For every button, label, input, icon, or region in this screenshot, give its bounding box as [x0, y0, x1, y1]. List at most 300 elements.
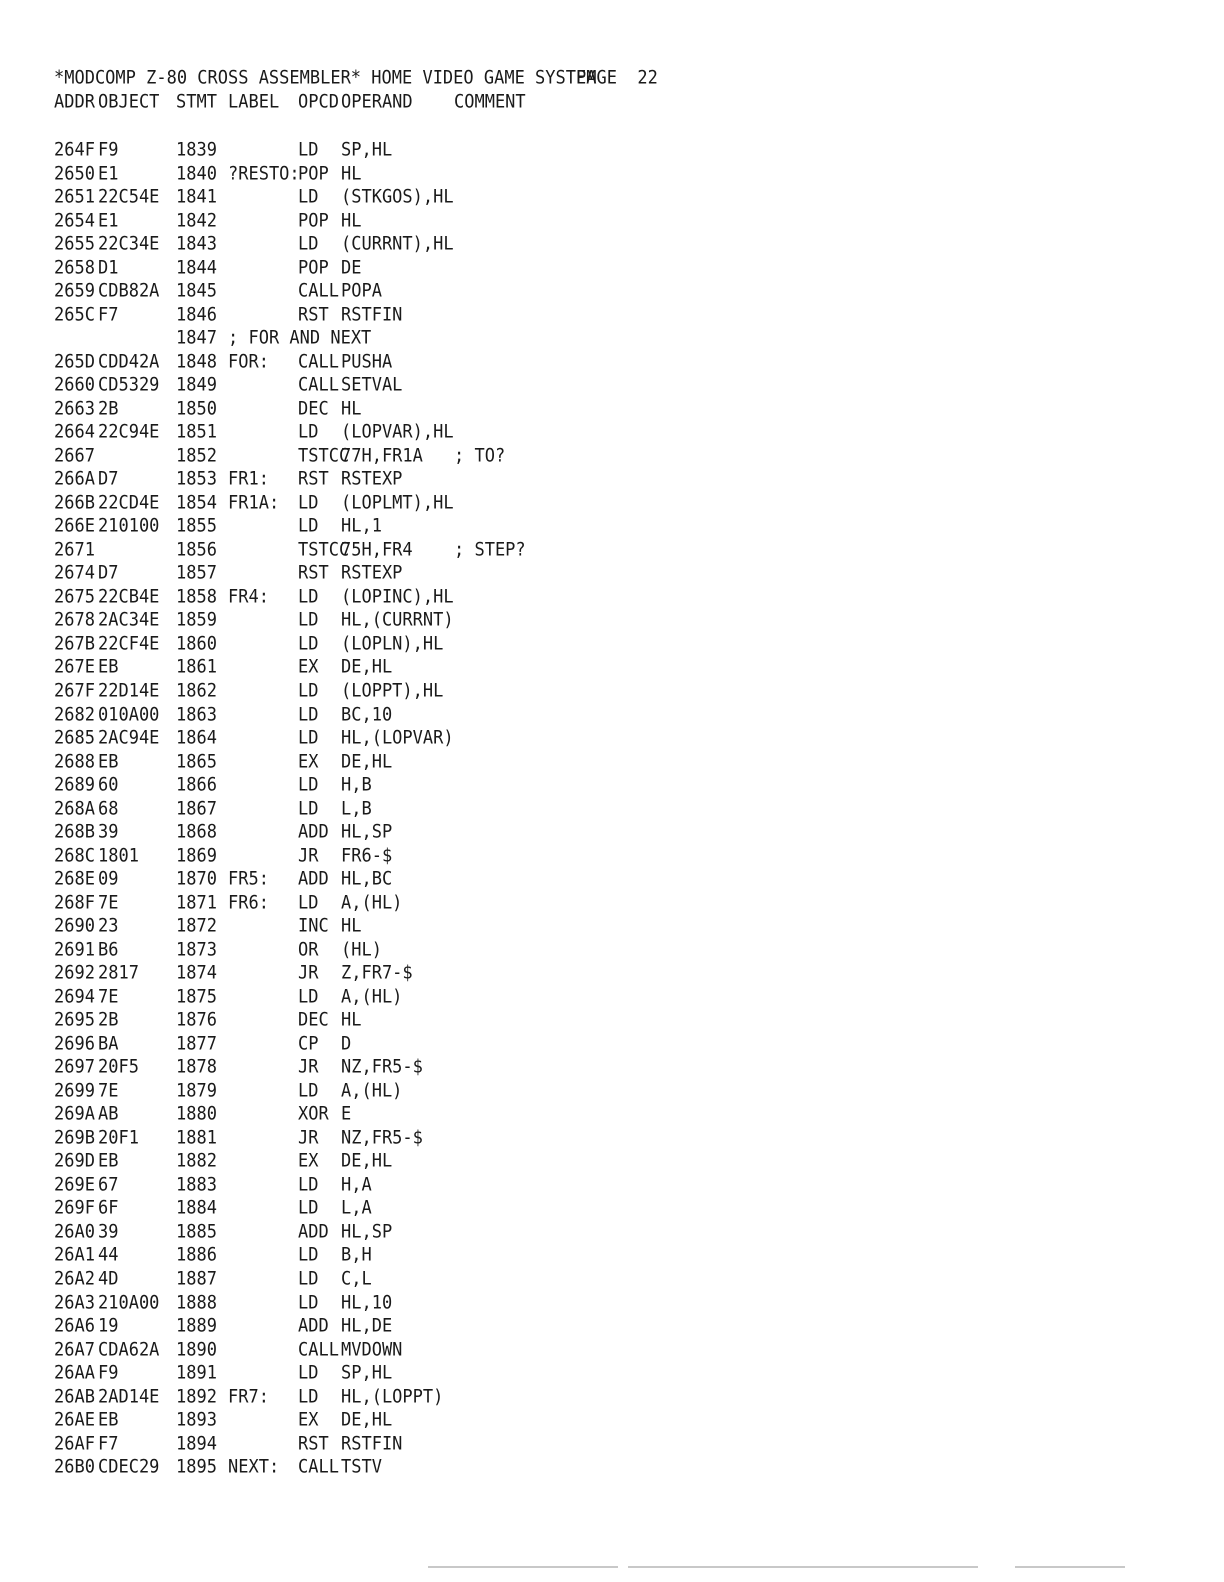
row-operand: HL,(LOPVAR) — [341, 727, 454, 749]
row-stmt: 1854 — [176, 491, 217, 514]
row-addr: 2667 — [54, 444, 95, 467]
row-opcode: EX — [298, 1150, 319, 1173]
row-opcode: LD — [298, 1244, 319, 1267]
row-addr: 266E — [54, 515, 95, 538]
row-stmt: 1863 — [176, 703, 217, 726]
row-operand: E — [341, 1103, 352, 1126]
row-object: 010A00 — [98, 703, 160, 726]
row-addr: 2660 — [54, 374, 95, 396]
row-operand: C,L — [341, 1268, 372, 1290]
row-object: 67 — [98, 1174, 119, 1196]
row-operand: A,(HL) — [341, 985, 403, 1008]
row-opcode: JR — [298, 844, 319, 867]
row-opcode: INC — [298, 915, 329, 937]
row-stmt: 1852 — [176, 444, 217, 467]
row-opcode: RST — [298, 1432, 329, 1455]
row-addr: 268F — [54, 891, 95, 914]
row-opcode: LD — [298, 186, 319, 208]
row-addr: 26A1 — [54, 1244, 95, 1267]
row-addr: 269D — [54, 1150, 95, 1173]
row-object: 39 — [98, 1221, 119, 1243]
row-comment: ; STEP? — [454, 538, 526, 561]
row-opcode: LD — [298, 233, 319, 255]
row-opcode: ADD — [298, 821, 329, 843]
row-addr: 265D — [54, 350, 95, 373]
row-object: 2B — [98, 397, 119, 420]
row-addr: 26A3 — [54, 1291, 95, 1314]
row-operand: DE,HL — [341, 750, 393, 773]
row-opcode: OR — [298, 938, 319, 961]
row-object: 68 — [98, 797, 119, 820]
column-header-opcd: OPCD — [298, 91, 339, 113]
row-stmt: 1885 — [176, 1221, 217, 1243]
row-object: EB — [98, 750, 119, 773]
row-label: FOR: — [228, 350, 269, 373]
row-stmt: 1878 — [176, 1056, 217, 1079]
row-addr: 264F — [54, 139, 95, 161]
row-operand: NZ,FR5-$ — [341, 1126, 423, 1149]
listing-title-line — [0, 65, 658, 91]
row-stmt: 1848 — [176, 350, 217, 373]
row-opcode: LD — [298, 1197, 319, 1220]
row-object: 09 — [98, 868, 119, 890]
row-operand: H,A — [341, 1174, 372, 1196]
row-object: 1801 — [98, 844, 139, 867]
row-opcode: LD — [298, 680, 319, 702]
row-operand: (STKGOS),HL — [341, 186, 454, 208]
row-addr: 2678 — [54, 609, 95, 632]
row-addr: 26A2 — [54, 1268, 95, 1290]
row-stmt: 1865 — [176, 750, 217, 773]
row-stmt: 1892 — [176, 1385, 217, 1408]
row-stmt: 1842 — [176, 209, 217, 232]
page-number: PAGE 22 — [576, 67, 658, 89]
row-addr: 26A7 — [54, 1338, 95, 1361]
row-stmt: 1871 — [176, 891, 217, 914]
row-operand: 75H,FR4 — [341, 538, 413, 561]
row-opcode: LD — [298, 1079, 319, 1102]
row-opcode: POP — [298, 256, 329, 279]
row-addr: 26B0 — [54, 1456, 95, 1478]
row-opcode: TSTCC — [298, 444, 350, 467]
row-object: F7 — [98, 1432, 119, 1455]
row-operand: (LOPLMT),HL — [341, 491, 454, 514]
row-opcode: ADD — [298, 1221, 329, 1243]
row-addr: 26AE — [54, 1409, 95, 1431]
row-stmt: 1894 — [176, 1432, 217, 1455]
row-opcode: CALL — [298, 280, 339, 302]
row-stmt: 1857 — [176, 562, 217, 585]
row-operand: MVDOWN — [341, 1338, 403, 1361]
row-stmt: 1877 — [176, 1032, 217, 1055]
row-stmt: 1876 — [176, 1009, 217, 1031]
row-label: FR1: — [228, 468, 269, 491]
scan-artifact-line — [628, 1566, 978, 1568]
row-object: D7 — [98, 468, 119, 491]
row-object: 210A00 — [98, 1291, 160, 1314]
row-stmt: 1887 — [176, 1268, 217, 1290]
row-object: CDD42A — [98, 350, 160, 373]
row-addr: 2699 — [54, 1079, 95, 1102]
row-object: E1 — [98, 162, 119, 185]
row-label: FR5: — [228, 868, 269, 890]
row-object: F7 — [98, 303, 119, 326]
row-operand: FR6-$ — [341, 844, 393, 867]
row-addr: 2697 — [54, 1056, 95, 1079]
row-operand: (HL) — [341, 938, 382, 961]
row-stmt: 1872 — [176, 915, 217, 937]
row-addr: 2674 — [54, 562, 95, 585]
row-opcode: LD — [298, 1268, 319, 1290]
row-operand: SP,HL — [341, 139, 393, 161]
row-addr: 268C — [54, 844, 95, 867]
row-opcode: JR — [298, 962, 319, 984]
row-object: 7E — [98, 985, 119, 1008]
row-object: 22C34E — [98, 233, 160, 255]
row-opcode: LD — [298, 797, 319, 820]
row-stmt: 1862 — [176, 680, 217, 702]
row-operand: DE,HL — [341, 1409, 393, 1431]
row-addr: 265C — [54, 303, 95, 326]
row-label: FR4: — [228, 586, 269, 608]
row-stmt: 1895 — [176, 1456, 217, 1478]
row-object: 39 — [98, 821, 119, 843]
row-operand: SP,HL — [341, 1362, 393, 1384]
row-operand: RSTFIN — [341, 303, 403, 326]
row-operand: Z,FR7-$ — [341, 962, 413, 984]
row-opcode: EX — [298, 750, 319, 773]
row-operand: RSTEXP — [341, 468, 403, 491]
row-object: EB — [98, 1409, 119, 1431]
row-operand: DE — [341, 256, 362, 279]
row-opcode: LD — [298, 1291, 319, 1314]
row-stmt: 1875 — [176, 985, 217, 1008]
row-opcode: LD — [298, 491, 319, 514]
row-stmt: 1858 — [176, 586, 217, 608]
row-operand: (LOPPT),HL — [341, 680, 444, 702]
row-operand: SETVAL — [341, 374, 403, 396]
row-operand: PUSHA — [341, 350, 393, 373]
row-stmt: 1879 — [176, 1079, 217, 1102]
row-operand: HL,BC — [341, 868, 393, 890]
row-stmt: 1893 — [176, 1409, 217, 1431]
row-opcode: LD — [298, 774, 319, 796]
row-opcode: ADD — [298, 868, 329, 890]
row-stmt: 1864 — [176, 727, 217, 749]
row-operand: TSTV — [341, 1456, 382, 1478]
row-opcode: LD — [298, 421, 319, 443]
row-stmt: 1856 — [176, 538, 217, 561]
row-opcode: DEC — [298, 1009, 329, 1031]
row-object: 7E — [98, 891, 119, 914]
row-stmt: 1850 — [176, 397, 217, 420]
row-opcode: LD — [298, 1174, 319, 1196]
row-stmt: 1880 — [176, 1103, 217, 1126]
row-addr: 266B — [54, 491, 95, 514]
row-operand: RSTFIN — [341, 1432, 403, 1455]
row-object: D7 — [98, 562, 119, 585]
row-addr: 2650 — [54, 162, 95, 185]
row-addr: 2682 — [54, 703, 95, 726]
row-opcode: CALL — [298, 1456, 339, 1478]
row-addr: 26A6 — [54, 1315, 95, 1337]
row-addr: 2689 — [54, 774, 95, 796]
row-operand: HL — [341, 397, 362, 420]
row-stmt: 1882 — [176, 1150, 217, 1173]
row-opcode: LD — [298, 1385, 319, 1408]
row-label: ; FOR AND NEXT — [228, 327, 372, 349]
row-label: FR7: — [228, 1385, 269, 1408]
row-object: 2AC34E — [98, 609, 160, 632]
row-opcode: CALL — [298, 374, 339, 396]
column-header-object: OBJECT — [98, 91, 160, 113]
row-operand: A,(HL) — [341, 1079, 403, 1102]
row-operand: (LOPINC),HL — [341, 586, 454, 608]
row-opcode: EX — [298, 656, 319, 679]
row-object: 6F — [98, 1197, 119, 1220]
row-object: 2817 — [98, 962, 139, 984]
row-opcode: JR — [298, 1056, 319, 1079]
row-opcode: LD — [298, 891, 319, 914]
row-object: 22CD4E — [98, 491, 160, 514]
row-addr: 2690 — [54, 915, 95, 937]
row-object: F9 — [98, 1362, 119, 1384]
row-label: FR1A: — [228, 491, 280, 514]
column-header-addr: ADDR — [54, 91, 95, 113]
row-addr: 266A — [54, 468, 95, 491]
row-object: CDB82A — [98, 280, 160, 302]
row-opcode: POP — [298, 162, 329, 185]
row-addr: 269F — [54, 1197, 95, 1220]
row-operand: (LOPLN),HL — [341, 633, 444, 655]
row-opcode: CP — [298, 1032, 319, 1055]
row-object: 7E — [98, 1079, 119, 1102]
row-addr: 267F — [54, 680, 95, 702]
row-stmt: 1851 — [176, 421, 217, 443]
row-object: 4D — [98, 1268, 119, 1290]
row-object: 20F5 — [98, 1056, 139, 1079]
row-stmt: 1841 — [176, 186, 217, 208]
row-object: BA — [98, 1032, 119, 1055]
row-object: 19 — [98, 1315, 119, 1337]
row-addr: 268A — [54, 797, 95, 820]
row-object: 22C54E — [98, 186, 160, 208]
row-object: 22D14E — [98, 680, 160, 702]
row-addr: 2663 — [54, 397, 95, 420]
row-addr: 269B — [54, 1126, 95, 1149]
row-operand: DE,HL — [341, 656, 393, 679]
row-object: B6 — [98, 938, 119, 961]
row-addr: 269A — [54, 1103, 95, 1126]
row-stmt: 1888 — [176, 1291, 217, 1314]
row-object: CDA62A — [98, 1338, 160, 1361]
row-object: AB — [98, 1103, 119, 1126]
row-stmt: 1884 — [176, 1197, 217, 1220]
scan-artifact-line — [428, 1566, 618, 1568]
row-object: CD5329 — [98, 374, 160, 396]
row-object: 22CF4E — [98, 633, 160, 655]
row-stmt: 1844 — [176, 256, 217, 279]
row-addr: 268B — [54, 821, 95, 843]
row-opcode: JR — [298, 1126, 319, 1149]
row-object: F9 — [98, 139, 119, 161]
row-object: 44 — [98, 1244, 119, 1267]
row-addr: 2694 — [54, 985, 95, 1008]
row-addr: 2654 — [54, 209, 95, 232]
row-stmt: 1874 — [176, 962, 217, 984]
row-object: 20F1 — [98, 1126, 139, 1149]
row-addr: 2659 — [54, 280, 95, 302]
row-opcode: LD — [298, 609, 319, 632]
row-operand: HL,SP — [341, 1221, 393, 1243]
row-stmt: 1860 — [176, 633, 217, 655]
row-operand: HL,(CURRNT) — [341, 609, 454, 632]
row-object: D1 — [98, 256, 119, 279]
row-addr: 2675 — [54, 586, 95, 608]
row-stmt: 1870 — [176, 868, 217, 890]
row-addr: 268E — [54, 868, 95, 890]
row-operand: 77H,FR1A — [341, 444, 423, 467]
row-opcode: RST — [298, 303, 329, 326]
row-label: NEXT: — [228, 1456, 280, 1478]
row-addr: 2695 — [54, 1009, 95, 1031]
row-stmt: 1889 — [176, 1315, 217, 1337]
row-operand: D — [341, 1032, 352, 1055]
row-opcode: DEC — [298, 397, 329, 420]
column-header-comment: COMMENT — [454, 91, 526, 113]
row-operand: HL — [341, 209, 362, 232]
row-stmt: 1886 — [176, 1244, 217, 1267]
row-label: FR6: — [228, 891, 269, 914]
row-addr: 2691 — [54, 938, 95, 961]
row-operand: HL — [341, 915, 362, 937]
row-object: 22C94E — [98, 421, 160, 443]
row-addr: 267B — [54, 633, 95, 655]
row-opcode: CALL — [298, 1338, 339, 1361]
row-stmt: 1849 — [176, 374, 217, 396]
row-addr: 2664 — [54, 421, 95, 443]
row-operand: DE,HL — [341, 1150, 393, 1173]
row-stmt: 1840 — [176, 162, 217, 185]
row-opcode: RST — [298, 562, 329, 585]
row-stmt: 1873 — [176, 938, 217, 961]
row-object: E1 — [98, 209, 119, 232]
row-operand: H,B — [341, 774, 372, 796]
row-stmt: 1859 — [176, 609, 217, 632]
row-object: EB — [98, 1150, 119, 1173]
row-object: 2AC94E — [98, 727, 160, 749]
row-operand: RSTEXP — [341, 562, 403, 585]
row-operand: B,H — [341, 1244, 372, 1267]
column-header-label: LABEL — [228, 91, 280, 113]
row-addr: 2685 — [54, 727, 95, 749]
row-addr: 26AB — [54, 1385, 95, 1408]
row-opcode: LD — [298, 139, 319, 161]
row-operand: HL,1 — [341, 515, 382, 538]
row-operand: NZ,FR5-$ — [341, 1056, 423, 1079]
row-addr: 2692 — [54, 962, 95, 984]
row-stmt: 1866 — [176, 774, 217, 796]
row-addr: 2655 — [54, 233, 95, 255]
row-stmt: 1868 — [176, 821, 217, 843]
row-opcode: LD — [298, 1362, 319, 1384]
row-addr: 2651 — [54, 186, 95, 208]
row-opcode: LD — [298, 515, 319, 538]
listing-title: *MODCOMP Z-80 CROSS ASSEMBLER* HOME VIDEO GAME SYSTEM — [54, 67, 597, 89]
row-operand: HL,SP — [341, 821, 393, 843]
row-opcode: EX — [298, 1409, 319, 1431]
row-stmt: 1881 — [176, 1126, 217, 1149]
row-addr: 26AF — [54, 1432, 95, 1455]
row-object: 23 — [98, 915, 119, 937]
row-addr: 267E — [54, 656, 95, 679]
row-stmt: 1853 — [176, 468, 217, 491]
row-operand: L,B — [341, 797, 372, 820]
row-addr: 2671 — [54, 538, 95, 561]
row-object: 2AD14E — [98, 1385, 160, 1408]
row-addr: 26AA — [54, 1362, 95, 1384]
row-operand: HL,10 — [341, 1291, 393, 1314]
row-opcode: XOR — [298, 1103, 329, 1126]
row-stmt: 1847 — [176, 327, 217, 349]
row-stmt: 1855 — [176, 515, 217, 538]
row-operand: HL — [341, 162, 362, 185]
row-object: 210100 — [98, 515, 160, 538]
row-object: CDEC29 — [98, 1456, 160, 1478]
row-addr: 269E — [54, 1174, 95, 1196]
row-object: EB — [98, 656, 119, 679]
row-operand: POPA — [341, 280, 382, 302]
row-stmt: 1869 — [176, 844, 217, 867]
row-opcode: LD — [298, 633, 319, 655]
row-opcode: LD — [298, 703, 319, 726]
row-operand: HL — [341, 1009, 362, 1031]
row-opcode: LD — [298, 727, 319, 749]
row-addr: 26A0 — [54, 1221, 95, 1243]
row-opcode: RST — [298, 468, 329, 491]
row-operand: HL,DE — [341, 1315, 393, 1337]
row-comment: ; TO? — [454, 444, 506, 467]
row-stmt: 1861 — [176, 656, 217, 679]
row-label: ?RESTO: — [228, 162, 300, 185]
row-stmt: 1845 — [176, 280, 217, 302]
row-operand: BC,10 — [341, 703, 393, 726]
row-addr: 2696 — [54, 1032, 95, 1055]
row-operand: A,(HL) — [341, 891, 403, 914]
row-opcode: LD — [298, 985, 319, 1008]
row-stmt: 1843 — [176, 233, 217, 255]
row-stmt: 1846 — [176, 303, 217, 326]
row-operand: (LOPVAR),HL — [341, 421, 454, 443]
scan-artifact-line — [1015, 1566, 1125, 1568]
row-opcode: POP — [298, 209, 329, 232]
column-header-row — [0, 89, 526, 115]
row-stmt: 1839 — [176, 139, 217, 161]
row-addr: 2658 — [54, 256, 95, 279]
column-header-stmt: STMT — [176, 91, 217, 113]
row-operand: HL,(LOPPT) — [341, 1385, 444, 1408]
row-stmt: 1890 — [176, 1338, 217, 1361]
column-header-operand: OPERAND — [341, 91, 413, 113]
row-opcode: LD — [298, 586, 319, 608]
row-object: 60 — [98, 774, 119, 796]
row-stmt: 1883 — [176, 1174, 217, 1196]
row-opcode: ADD — [298, 1315, 329, 1337]
row-stmt: 1867 — [176, 797, 217, 820]
row-object: 2B — [98, 1009, 119, 1031]
row-addr: 2688 — [54, 750, 95, 773]
row-operand: L,A — [341, 1197, 372, 1220]
